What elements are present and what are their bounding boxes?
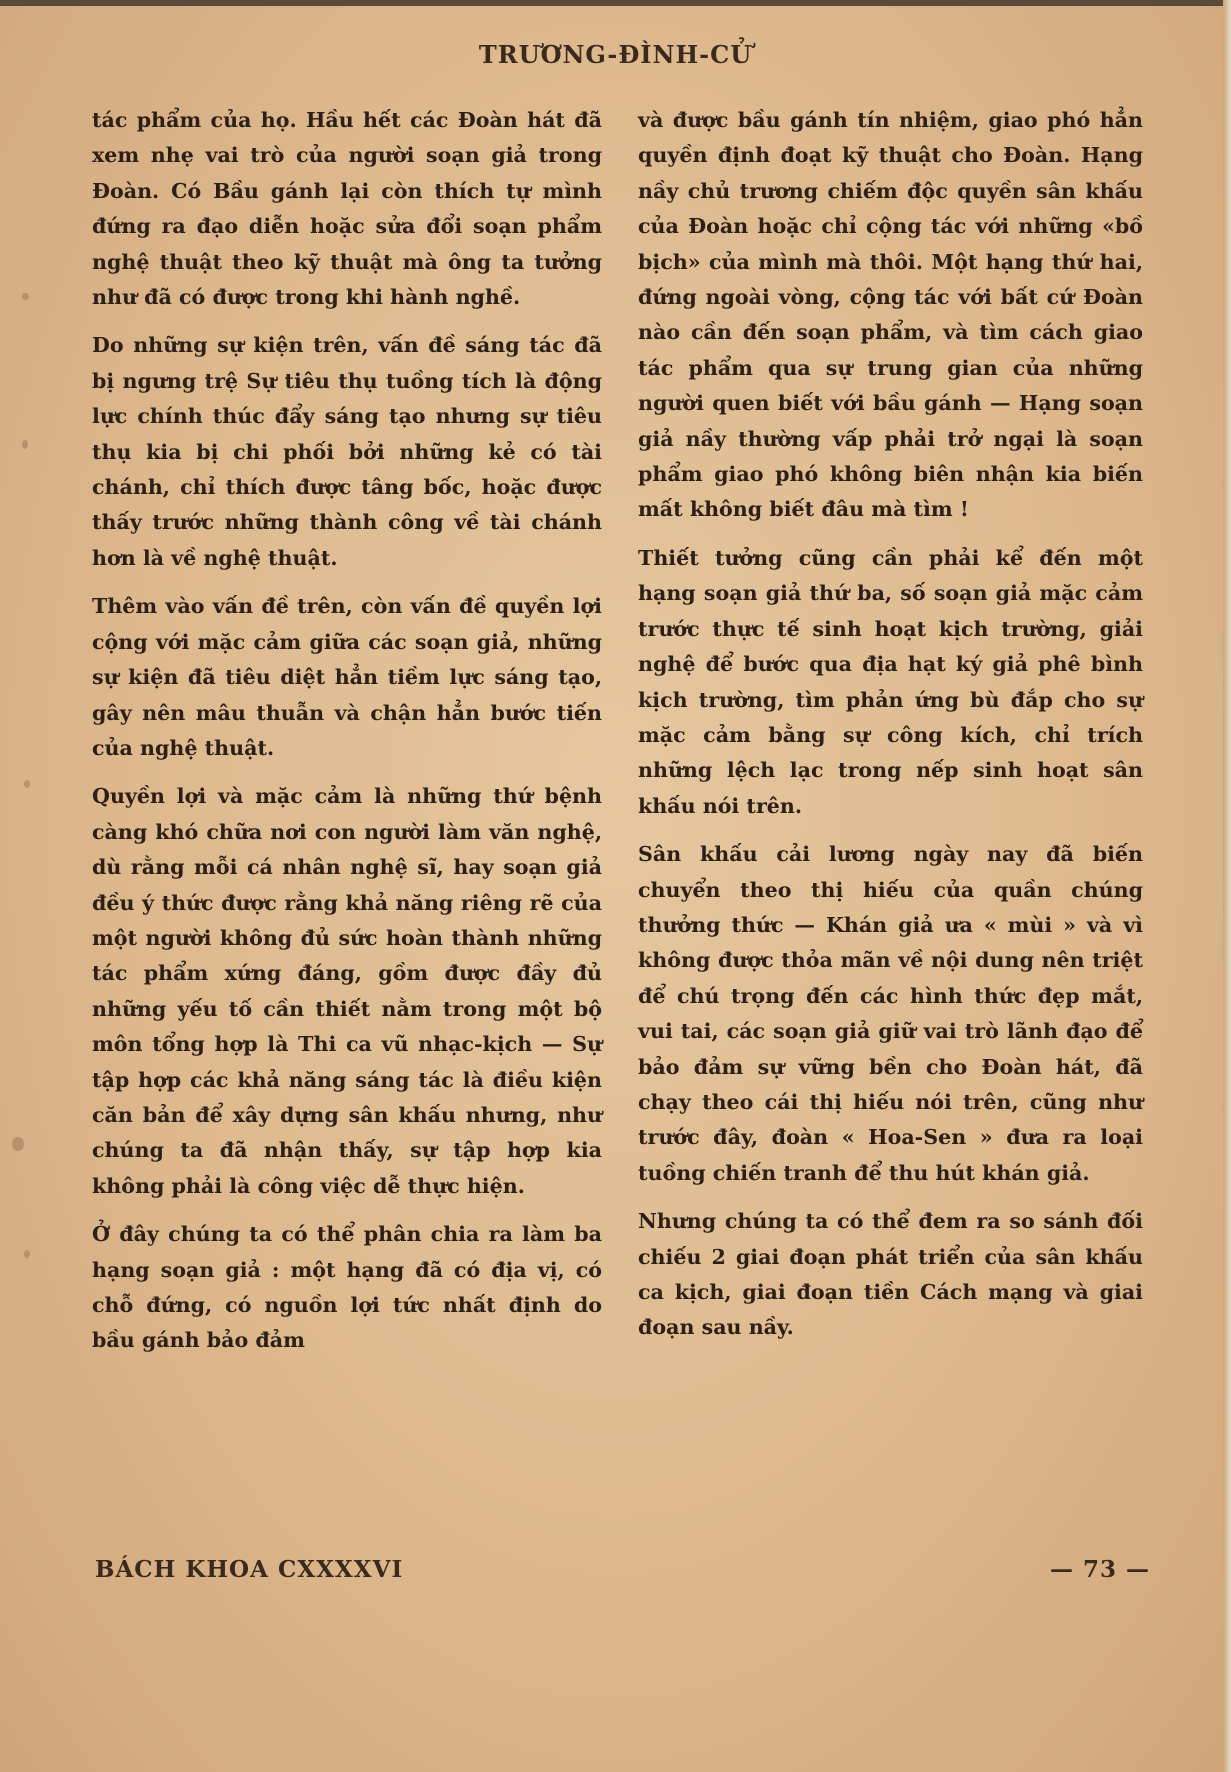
paper-spot bbox=[12, 1137, 24, 1151]
paragraph: Nhưng chúng ta có thể đem ra so sánh đối chiếu 2 giai đoạn phát triển của sân khấu ca kịch, giai đoạn tiền Cách mạng và giai đoạn sau nầy. bbox=[638, 1209, 1143, 1340]
paragraph: Ở đây chúng ta có thể phân chia ra làm ba hạng soạn giả : một hạng đã có địa vị, có chỗ đứng, có nguồn lợi tức nhất định do bầu gánh bảo đảm bbox=[92, 1222, 602, 1353]
magazine-issue: BÁCH KHOA CXXXXVI bbox=[95, 1556, 404, 1583]
paragraph: Thiết tưởng cũng cần phải kể đến một hạng soạn giả thứ ba, số soạn giả mặc cảm trước thực tế sinh hoạt kịch trường, giải nghệ để bước qua địa hạt ký giả phê bình kịch trường, tìm phản ứng bù đắp cho sự mặc cảm bằng sự công kích, chỉ trích những lệch lạc trong nếp sinh hoạt sân khấu nói trên. bbox=[638, 545, 1143, 818]
running-head: TRƯƠNG-ĐÌNH-CỬ bbox=[478, 40, 753, 69]
paragraph: Do những sự kiện trên, vấn đề sáng tác đã bị ngưng trệ Sự tiêu thụ tuồng tích là động lực chính thúc đẩy sáng tạo nhưng sự tiêu thụ kia bị chi phối bởi những kẻ có tài chánh, chỉ thích được tâng bốc, hoặc được thấy trước những thành công về tài chánh hơn là về nghệ thuật. bbox=[92, 333, 602, 570]
paragraph: Sân khấu cải lương ngày nay đã biến chuyển theo thị hiếu của quần chúng thưởng thức — Khán giả ưa « mùi » và vì không được thỏa mãn về nội dung nên triệt để chú trọng đến các hình thức đẹp mắt, vui tai, các soạn giả giữ vai trò lãnh đạo để bảo đảm sự vững bền cho Đoàn hát, đã chạy theo cái thị hiếu nói trên, cũng như trước đây, đoàn « Hoa-Sen » đưa ra loại tuồng chiến tranh để thu hút khán giả. bbox=[638, 842, 1143, 1185]
paper-spot bbox=[24, 1250, 30, 1258]
left-column bbox=[92, 103, 602, 1372]
paragraph: Quyền lợi và mặc cảm là những thứ bệnh càng khó chữa nơi con người làm văn nghệ, dù rằng mỗi cá nhân nghệ sĩ, hay soạn giả đều ý thức được rằng khả năng riêng rẽ của một người không đủ sức hoàn thành những tác phẩm xứng đáng, gồm được đầy đủ những yếu tố cần thiết nằm trong một bộ môn tổng hợp là Thi ca vũ nhạc-kịch — Sự tập hợp các khả năng sáng tác là điều kiện căn bản để xây dựng sân khấu nhưng, như chúng ta đã nhận thấy, sự tập hợp kia không phải là công việc dễ thực hiện. bbox=[92, 784, 602, 1198]
page-top-edge bbox=[0, 0, 1231, 6]
page-number: — 73 — bbox=[1050, 1556, 1151, 1583]
paper-spot bbox=[22, 440, 28, 449]
paper-spot bbox=[24, 780, 30, 788]
right-column bbox=[638, 103, 1143, 1359]
page-right-edge bbox=[1223, 0, 1231, 1772]
paragraph: tác phẩm của họ. Hầu hết các Đoàn hát đã xem nhẹ vai trò của người soạn giả trong Đoàn. Có Bầu gánh lại còn thích tự mình đứng ra đạo diễn hoặc sửa đổi soạn phẩm nghệ thuật theo kỹ thuật mà ông ta tưởng như đã có được trong khi hành nghề. bbox=[92, 108, 602, 310]
paragraph: và được bầu gánh tín nhiệm, giao phó hẳn quyền định đoạt kỹ thuật cho Đoàn. Hạng nầy chủ trương chiếm độc quyền sân khấu của Đoàn hoặc chỉ cộng tác với những «bồ bịch» của mình mà thôi. Một hạng thứ hai, đứng ngoài vòng, cộng tác với bất cứ Đoàn nào cần đến soạn phẩm, và tìm cách giao tác phẩm qua sự trung gian của những người quen biết với bầu gánh — Hạng soạn giả nầy thường vấp phải trở ngại là soạn phẩm giao phó không biên nhận kia biến mất không biết đâu mà tìm ! bbox=[638, 108, 1143, 522]
paragraph: Thêm vào vấn đề trên, còn vấn đề quyền lợi cộng với mặc cảm giữa các soạn giả, những sự kiện đã tiêu diệt hẳn tiềm lực sáng tạo, gây nên mâu thuẫn và chận hẳn bước tiến của nghệ thuật. bbox=[92, 594, 602, 760]
paper-spot bbox=[22, 293, 29, 300]
